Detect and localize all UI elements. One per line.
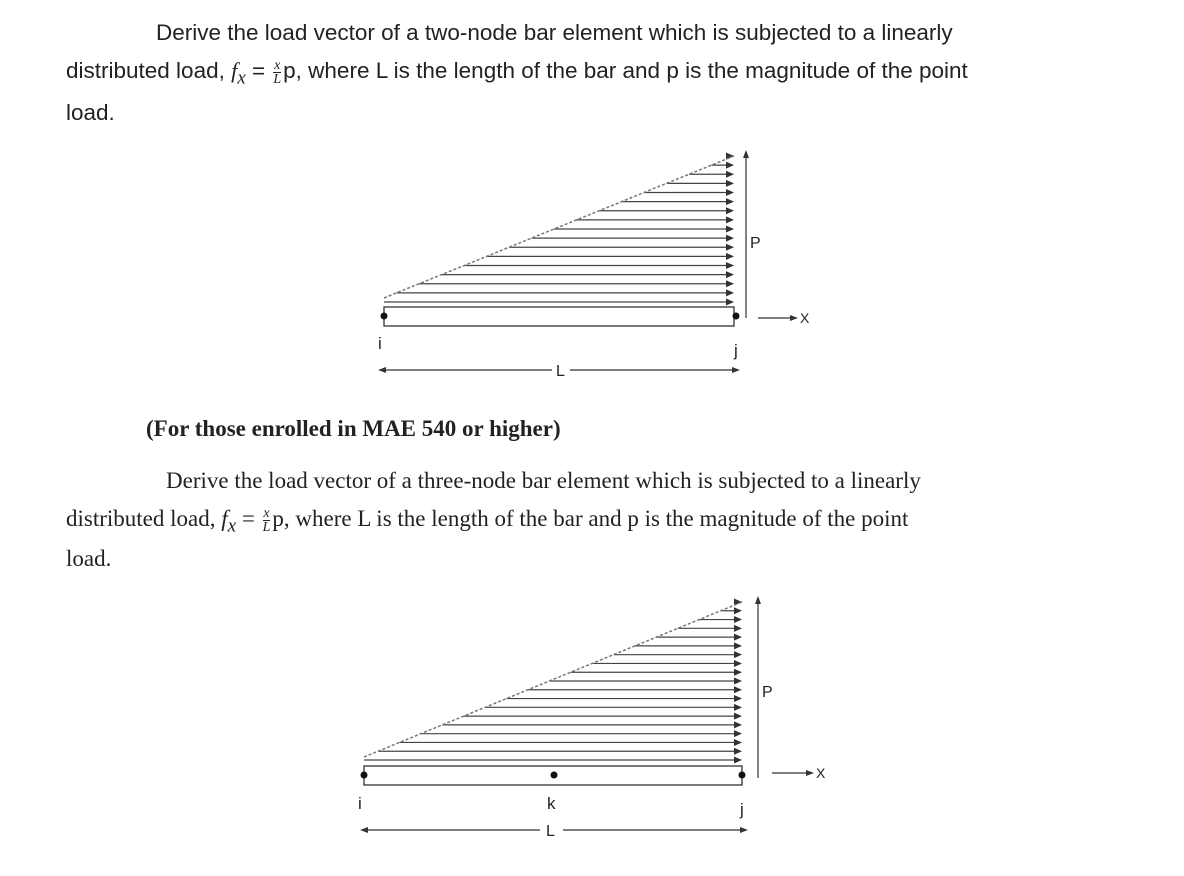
distributed-load-arrows — [364, 599, 742, 764]
load-arrowhead — [734, 748, 742, 755]
p-dimension-arrowhead — [755, 596, 761, 604]
node-i — [361, 772, 368, 779]
load-arrowhead — [734, 695, 742, 702]
load-arrowhead — [734, 634, 742, 641]
load-arrowhead — [734, 660, 742, 667]
fx-symbol: $f_x$ — [231, 58, 246, 89]
load-arrowhead — [734, 625, 742, 632]
load-arrowhead — [734, 651, 742, 658]
load-arrowhead — [734, 669, 742, 676]
length-arrowhead-left — [360, 827, 368, 833]
problem2-line3: load. — [66, 546, 112, 571]
label-L: L — [546, 823, 555, 840]
x-over-L-fraction: $\frac{x}{L}$ — [262, 506, 271, 536]
problem2-line2: distributed load, $f_x$ = $\frac{x}{L}$ p, where L is the length of the bar and p is the magnitude of the point — [66, 506, 909, 537]
node-k — [551, 772, 558, 779]
load-arrowhead — [734, 678, 742, 685]
label-p: P — [750, 235, 761, 252]
load-arrowhead — [734, 607, 742, 614]
load-arrowhead — [734, 757, 742, 764]
fx-symbol: $f_x$ — [221, 506, 237, 537]
label-p: P — [762, 684, 773, 701]
problem1-line1: Derive the load vector of a two-node bar element which is subjected to a linearly — [156, 20, 953, 45]
load-arrowhead — [734, 713, 742, 720]
load-arrowhead — [734, 686, 742, 693]
label-i: i — [358, 794, 362, 813]
label-x: X — [816, 765, 826, 781]
label-j: j — [740, 800, 744, 819]
label-x: X — [800, 310, 810, 326]
label-k: k — [547, 794, 556, 813]
label-j: j — [734, 341, 738, 360]
problem2-line1: Derive the load vector of a three-node bar element which is subjected to a linearly — [166, 468, 921, 493]
load-arrowhead — [734, 642, 742, 649]
load-arrowhead — [734, 721, 742, 728]
load-arrowhead — [734, 704, 742, 711]
label-L: L — [556, 363, 565, 380]
x-over-L-fraction: $\frac{x}{L}$ — [273, 57, 282, 87]
problem1-line2: distributed load, $f_x$ = $\frac{x}{L}$ p, where L is the length of the bar and p is the magnitude of the point — [66, 57, 968, 89]
label-i: i — [378, 334, 382, 353]
load-arrowhead — [734, 730, 742, 737]
length-arrowhead-right — [740, 827, 748, 833]
load-arrowhead — [734, 616, 742, 623]
problem1-line3: load. — [66, 100, 115, 125]
node-j — [739, 772, 746, 779]
load-arrowhead — [734, 739, 742, 746]
x-axis-arrowhead — [806, 770, 814, 776]
section-heading: (For those enrolled in MAE 540 or higher) — [146, 416, 561, 441]
